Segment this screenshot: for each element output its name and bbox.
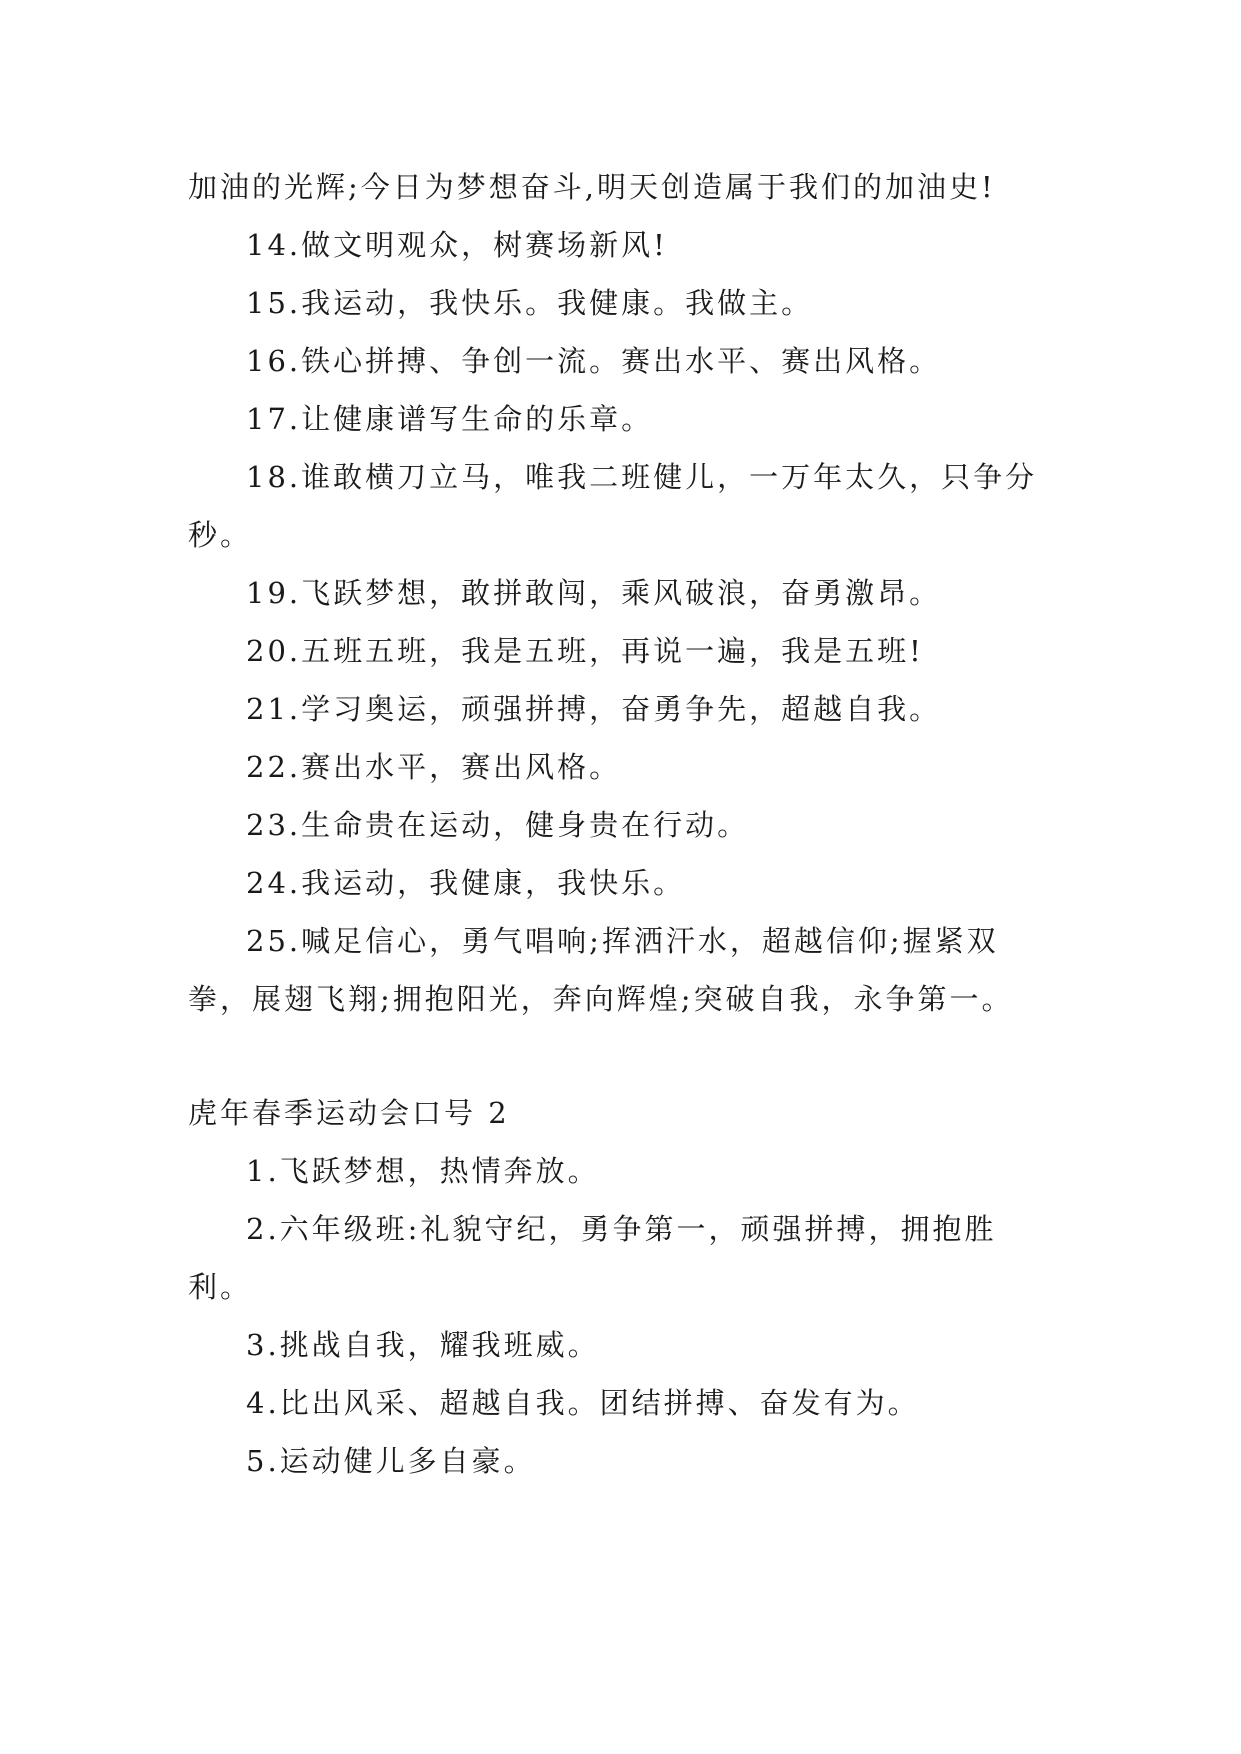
slogan-item: 25.喊足信心，勇气唱响;挥洒汗水，超越信仰;握紧双拳，展翅飞翔;拥抱阳光，奔向辉煌;突破自我，永争第一。	[188, 924, 1014, 1016]
document-page	[188, 158, 1050, 1490]
slogan-item: 21.学习奥运，顽强拼搏，奋勇争先，超越自我。	[246, 692, 942, 726]
section-gap	[188, 1028, 1050, 1084]
slogan-item: 2.六年级班:礼貌守纪，勇争第一，顽强拼搏，拥抱胜利。	[188, 1212, 997, 1304]
section-heading: 虎年春季运动会口号 2	[188, 1096, 510, 1130]
slogan-item: 4.比出风采、超越自我。团结拼搏、奋发有为。	[246, 1386, 920, 1420]
slogan-item: 22.赛出水平，赛出风格。	[246, 750, 622, 784]
slogan-item: 3.挑战自我，耀我班威。	[246, 1328, 600, 1362]
slogan-item: 18.谁敢横刀立马，唯我二班健儿，一万年太久，只争分秒。	[188, 460, 1038, 552]
slogan-item: 15.我运动，我快乐。我健康。我做主。	[246, 286, 814, 320]
continuation-text: 加油的光辉;今日为梦想奋斗,明天创造属于我们的加油史!	[188, 170, 996, 204]
slogan-item: 14.做文明观众，树赛场新风!	[246, 228, 668, 262]
slogan-item: 23.生命贵在运动，健身贵在行动。	[246, 808, 750, 842]
slogan-item: 5.运动健儿多自豪。	[246, 1444, 536, 1478]
slogan-item: 16.铁心拼搏、争创一流。赛出水平、赛出风格。	[246, 344, 942, 378]
slogan-item: 20.五班五班，我是五班，再说一遍，我是五班!	[246, 634, 924, 668]
slogan-item: 24.我运动，我健康，我快乐。	[246, 866, 686, 900]
slogan-item: 19.飞跃梦想，敢拼敢闯，乘风破浪，奋勇激昂。	[246, 576, 942, 610]
slogan-item: 1.飞跃梦想，热情奔放。	[246, 1154, 600, 1188]
slogan-item: 17.让健康谱写生命的乐章。	[246, 402, 654, 436]
